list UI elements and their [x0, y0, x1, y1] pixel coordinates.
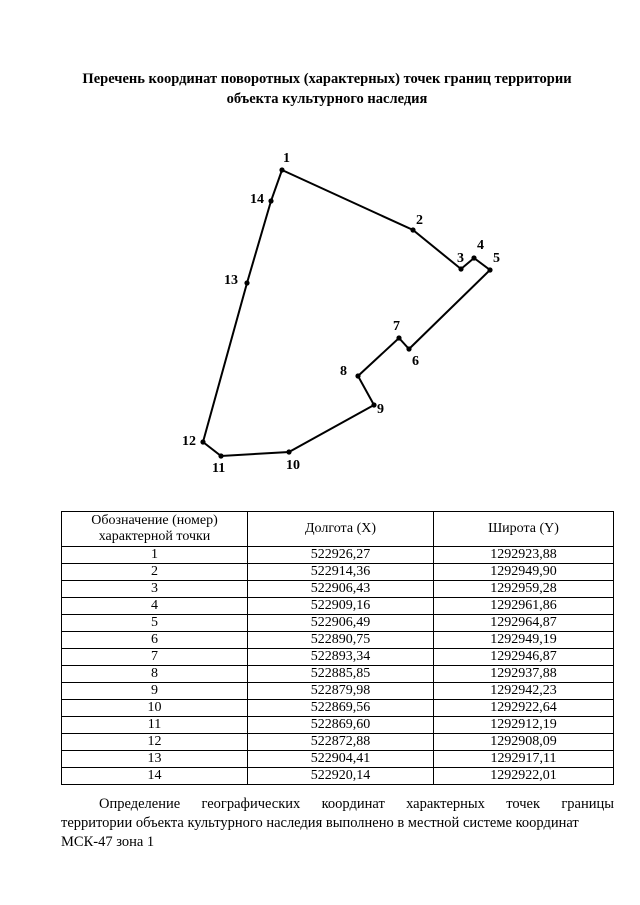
table-row	[62, 768, 614, 785]
cell-point: 5	[62, 615, 248, 632]
vertex-13	[244, 280, 249, 285]
cell-point: 9	[62, 683, 248, 700]
cell-point: 11	[62, 717, 248, 734]
table-row	[62, 717, 614, 734]
cell-x: 522920,14	[248, 768, 434, 785]
vertex-label-13: 13	[224, 273, 238, 288]
vertex-label-8: 8	[340, 364, 347, 379]
cell-x: 522869,60	[248, 717, 434, 734]
table-header-row	[62, 512, 614, 547]
note-line-3: МСК-47 зона 1	[61, 834, 155, 850]
cell-point: 6	[62, 632, 248, 649]
table-row	[62, 666, 614, 683]
vertex-label-1: 1	[283, 151, 290, 166]
cell-x: 522914,36	[248, 564, 434, 581]
vertex-11	[218, 453, 223, 458]
cell-y: 1292908,09	[434, 734, 614, 751]
cell-point: 4	[62, 598, 248, 615]
cell-x: 522885,85	[248, 666, 434, 683]
cell-y: 1292942,23	[434, 683, 614, 700]
table-row	[62, 632, 614, 649]
cell-y: 1292922,64	[434, 700, 614, 717]
cell-point: 3	[62, 581, 248, 598]
cell-point: 10	[62, 700, 248, 717]
table-row	[62, 734, 614, 751]
cell-y: 1292964,87	[434, 615, 614, 632]
cell-y: 1292917,11	[434, 751, 614, 768]
vertex-14	[268, 198, 273, 203]
vertex-label-7: 7	[393, 319, 400, 334]
cell-x: 522869,56	[248, 700, 434, 717]
vertex-label-10: 10	[286, 458, 300, 473]
cell-y: 1292912,19	[434, 717, 614, 734]
vertex-label-3: 3	[457, 251, 464, 266]
note-line-2: территории объекта культурного наследия выполнено в местной системе координат	[61, 815, 579, 831]
note-line-1: Определение географических координат характерных точек границы	[99, 796, 614, 812]
cell-y: 1292949,19	[434, 632, 614, 649]
vertex-label-9: 9	[377, 402, 384, 417]
table-row	[62, 564, 614, 581]
vertex-2	[410, 227, 415, 232]
cell-point: 7	[62, 649, 248, 666]
vertex-10	[286, 449, 291, 454]
cell-x: 522906,49	[248, 615, 434, 632]
cell-point: 8	[62, 666, 248, 683]
boundary-polygon	[203, 170, 490, 456]
title-line-1: Перечень координат поворотных (характерных) точек границ территории	[82, 71, 572, 87]
cell-x: 522909,16	[248, 598, 434, 615]
vertex-1	[279, 167, 284, 172]
table-row	[62, 649, 614, 666]
table-row	[62, 751, 614, 768]
header-point-line-1: Обозначение (номер)	[91, 513, 218, 528]
table-row	[62, 615, 614, 632]
cell-y: 1292959,28	[434, 581, 614, 598]
cell-x: 522926,27	[248, 547, 434, 564]
title-line-2: объекта культурного наследия	[226, 91, 428, 107]
cell-y: 1292946,87	[434, 649, 614, 666]
vertex-4	[471, 255, 476, 260]
table-row	[62, 700, 614, 717]
coordinates-table	[61, 511, 614, 785]
cell-y: 1292937,88	[434, 666, 614, 683]
cell-y: 1292961,86	[434, 598, 614, 615]
cell-x: 522906,43	[248, 581, 434, 598]
vertex-6	[406, 346, 411, 351]
vertex-label-6: 6	[412, 354, 419, 369]
vertex-label-12: 12	[182, 434, 196, 449]
cell-x: 522904,41	[248, 751, 434, 768]
header-point-line-2: характерной точки	[98, 529, 211, 544]
cell-x: 522890,75	[248, 632, 434, 649]
cell-point: 14	[62, 768, 248, 785]
cell-y: 1292949,90	[434, 564, 614, 581]
cell-x: 522872,88	[248, 734, 434, 751]
header-x: Долгота (X)	[248, 512, 434, 547]
cell-x: 522879,98	[248, 683, 434, 700]
vertex-label-2: 2	[416, 213, 423, 228]
vertex-3	[458, 266, 463, 271]
cell-point: 1	[62, 547, 248, 564]
table-row	[62, 683, 614, 700]
cell-y: 1292923,88	[434, 547, 614, 564]
table-row	[62, 598, 614, 615]
cell-y: 1292922,01	[434, 768, 614, 785]
cell-point: 12	[62, 734, 248, 751]
vertex-12	[200, 439, 205, 444]
cell-point: 2	[62, 564, 248, 581]
vertex-7	[396, 335, 401, 340]
vertex-label-5: 5	[493, 251, 500, 266]
header-y: Широта (Y)	[434, 512, 614, 547]
vertex-5	[487, 267, 492, 272]
table-row	[62, 581, 614, 598]
vertex-label-4: 4	[477, 238, 484, 253]
vertex-label-11: 11	[212, 461, 226, 476]
cell-x: 522893,34	[248, 649, 434, 666]
vertex-9	[371, 402, 376, 407]
header-point	[62, 512, 248, 547]
table-row	[62, 547, 614, 564]
cell-point: 13	[62, 751, 248, 768]
vertex-8	[355, 373, 360, 378]
vertex-label-14: 14	[250, 192, 264, 207]
note-paragraph	[61, 795, 614, 852]
